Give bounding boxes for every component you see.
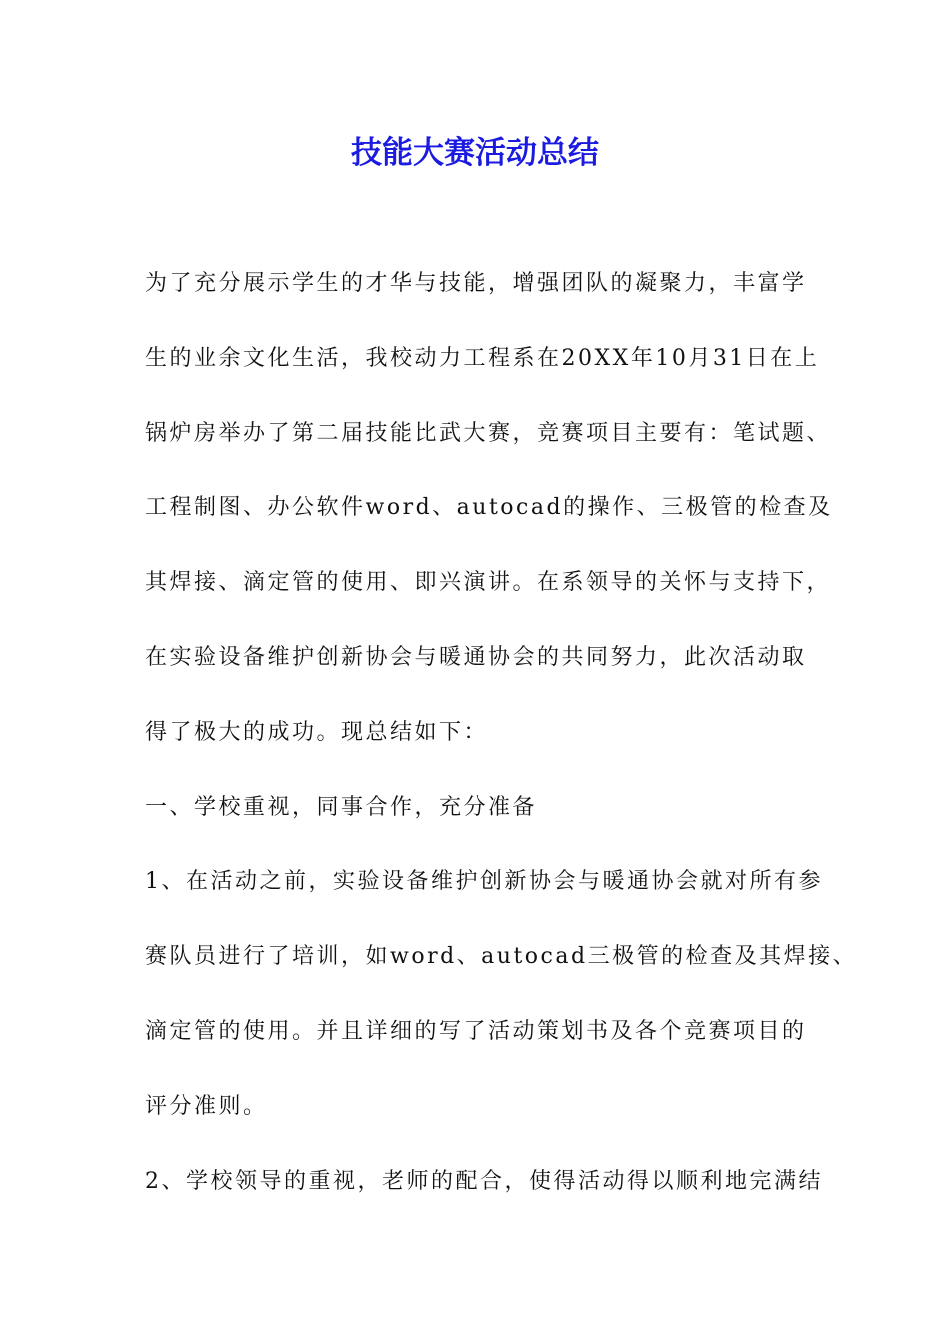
text-line: 得了极大的成功。现总结如下：: [145, 719, 489, 745]
text-line: 锅炉房举办了第二届技能比武大赛，竞赛项目主要有：笔试题、: [145, 420, 832, 446]
text-line: 工程制图、办公软件word、autocad的操作、三极管的检查及: [145, 495, 833, 521]
section-heading: 一、学校重视，同事合作，充分准备: [145, 794, 538, 820]
text-line: 为了充分展示学生的才华与技能，增强团队的凝聚力，丰富学: [145, 271, 807, 296]
text-line: 2、学校领导的重视，老师的配合，使得活动得以顺利地完满结: [145, 1168, 823, 1194]
document-body: [145, 258, 858, 1230]
text-line: 在实验设备维护创新协会与暖通协会的共同努力，此次活动取: [145, 644, 807, 670]
text-line: 评分准则。: [145, 1093, 268, 1119]
text-line: 赛队员进行了培训，如word、autocad三极管的检查及其焊接、: [145, 944, 858, 970]
text-line: 1、在活动之前，实验设备维护创新协会与暖通协会就对所有参: [145, 869, 823, 895]
text-line: 其焊接、滴定管的使用、即兴演讲。在系领导的关怀与支持下，: [145, 570, 832, 596]
text-line: 滴定管的使用。并且详细的写了活动策划书及各个竞赛项目的: [145, 1018, 807, 1044]
text-line: 生的业余文化生活，我校动力工程系在20XX年10月31日在上: [145, 345, 820, 371]
document-title: 技能大赛活动总结: [351, 135, 599, 171]
